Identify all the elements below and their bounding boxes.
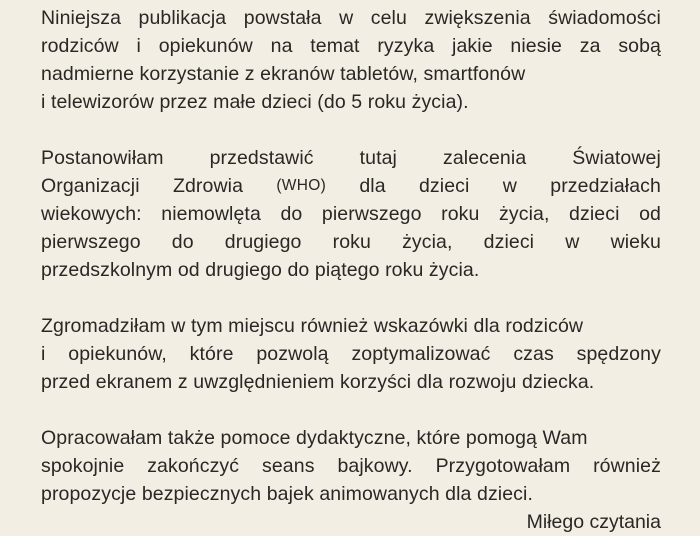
text-line: Organizacji Zdrowia (WHO) dla dzieci w przedziałach: [41, 172, 661, 200]
text-line: przed ekranem z uwzględnieniem korzyści dla rozwoju dziecka.: [41, 371, 595, 393]
closing-salutation-clipped: Miłego czytania: [526, 511, 661, 533]
text-line: spokojnie zakończyć seans bajkowy. Przygotowałam również: [41, 455, 661, 477]
text-line: Niniejsza publikacja powstała w celu zwiększenia świadomości: [41, 7, 661, 29]
text-line: Zgromadziłam w tym miejscu również wskazówki dla rodziców: [41, 315, 584, 337]
who-abbreviation: (WHO): [276, 177, 327, 194]
paragraph-who-recommendations: [41, 144, 661, 284]
text-line: pierwszego do drugiego roku życia, dzieci w wieku: [41, 231, 661, 253]
text-line: wiekowych: niemowlęta do pierwszego roku życia, dzieci od: [41, 203, 661, 225]
paragraph-teaching-aids: [41, 424, 661, 508]
text-line: nadmierne korzystanie z ekranów tabletów, smartfonów: [41, 63, 526, 85]
text-line: Opracowałam także pomoce dydaktyczne, które pomogą Wam: [41, 427, 588, 449]
text-line: Postanowiłam przedstawić tutaj zalecenia Światowej: [41, 147, 661, 169]
text-line: rodziców i opiekunów na temat ryzyka jakie niesie za sobą: [41, 35, 661, 57]
paragraph-tips-for-parents: [41, 312, 661, 396]
paragraph-intro: [41, 4, 661, 116]
text-line: propozycje bezpiecznych bajek animowanych dla dzieci.: [41, 483, 533, 505]
document-text-column: [41, 4, 661, 536]
text-line: przedszkolnym od drugiego do piątego roku życia.: [41, 259, 480, 281]
text-line: i telewizorów przez małe dzieci (do 5 roku życia).: [41, 91, 469, 113]
text-line: i opiekunów, które pozwolą zoptymalizować czas spędzony: [41, 343, 661, 365]
